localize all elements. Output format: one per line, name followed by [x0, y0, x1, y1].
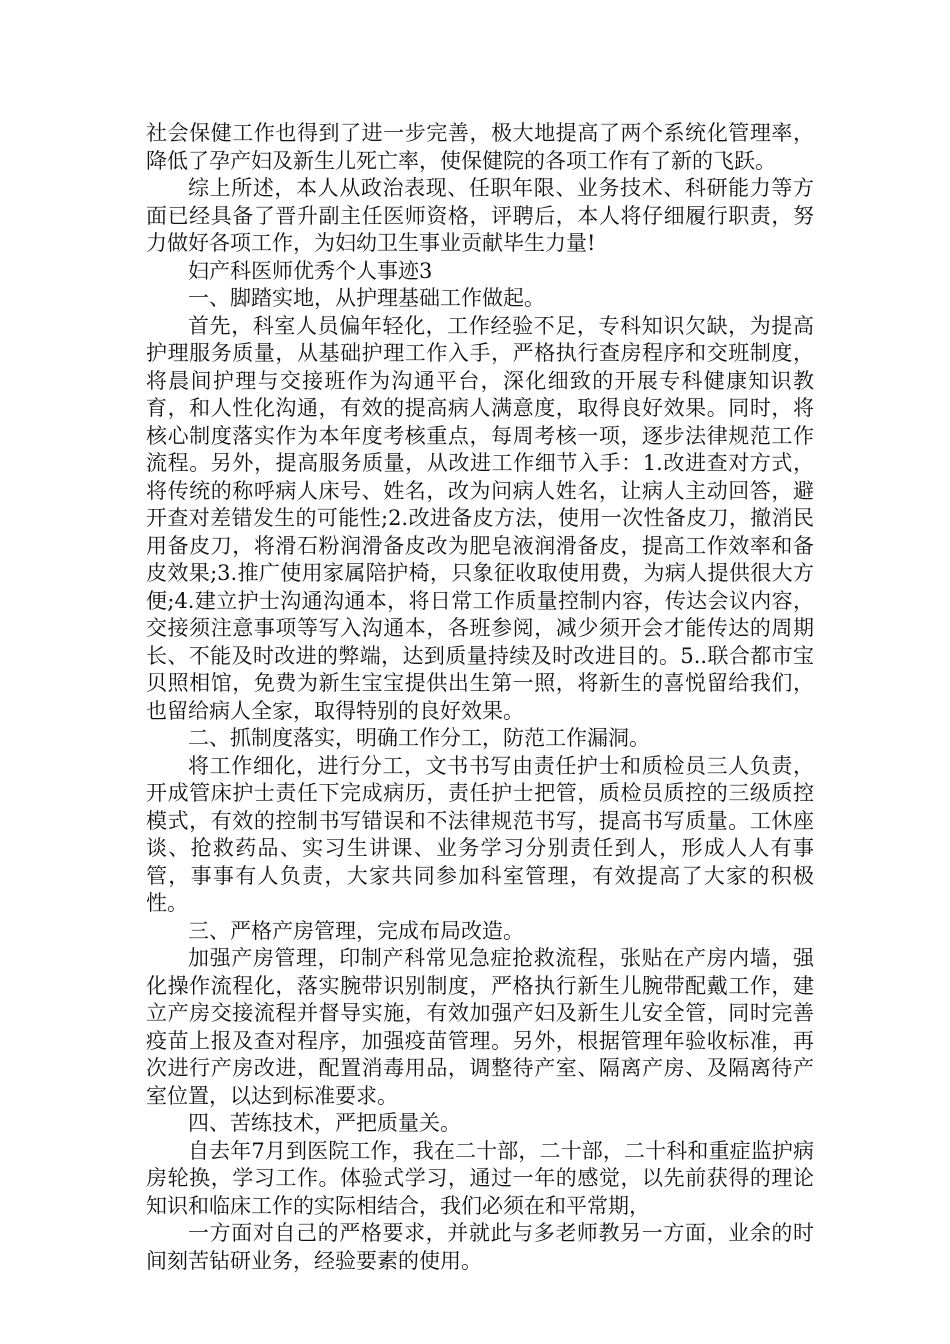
paragraph-body-5: 一方面对自己的严格要求，并就此与多老师教另一方面，业余的时间刻苦钻研业务，经验要素的使用。 — [146, 1221, 814, 1273]
heading-3: 三、严格产房管理，完成布局改造。 — [188, 918, 524, 943]
paragraph-body-2: 将工作细化，进行分工，文书书写由责任护士和质检员三人负责，开成管床护士责任下完成病历，责任护士把管，质检员质控的三级质控模式，有效的控制书写错误和不法律规范书写，提高书写质量。工休座谈、抢救药品、实习生讲课、业务学习分别责任到人，形成人人有事管，事事有人负责，大家共同参加科室管理，有效提高了大家的积极性。 — [146, 753, 814, 915]
heading-2: 二、抓制度落实，明确工作分工，防范工作漏洞。 — [188, 726, 650, 750]
paragraph-body-1: 首先，科室人员偏年轻化，工作经验不足，专科知识欠缺，为提高护理服务质量，从基础护理工作入手，严格执行查房程序和交班制度，将晨间护理与交接班作为沟通平台，深化细致的开展专科健康知识教育，和人性化沟通，有效的提高病人满意度，取得良好效果。同时，将核心制度落实作为本年度考核重点，每周考核一项，逐步法律规范工作流程。另外，提高服务质量，从改进工作细节入手：1.改进查对方式，将传统的称呼病人床号、姓名，改为问病人姓名，让病人主动回答，避开查对差错发生的可能性;2.改进备皮方法，使用一次性备皮刀，撤消民用备皮刀，将滑石粉润滑备皮改为肥皂液润滑备皮，提高工作效率和备皮效果;3.推广使用家属陪护椅，只象征收取使用费，为病人提供很大方便;4.建立护士沟通沟通本，将日常工作质量控制内容，传达会议内容，交接须注意事项等写入沟通本，各班参阅，减少须开会才能传达的周期长、不能及时改进的弊端，达到质量持续及时改进目的。5..联合都市宝贝照相馆，免费为新生宝宝提供出生第一照，将新生的喜悦留给我们，也留给病人全家，取得特别的良好效果。 — [146, 313, 814, 723]
document-body — [146, 120, 814, 1275]
heading-1: 一、脚踏实地，从护理基础工作做起。 — [188, 286, 545, 310]
paragraph-continuation: 社会保健工作也得到了进一步完善，极大地提高了两个系统化管理率，降低了孕产妇及新生儿死亡率，使保健院的各项工作有了新的飞跃。 — [146, 121, 814, 173]
section-title: 妇产科医师优秀个人事迹3 — [188, 258, 433, 283]
paragraph-summary: 综上所述，本人从政治表现、任职年限、业务技术、科研能力等方面已经具备了晋升副主任医师资格，评聘后，本人将仔细履行职责，努力做好各项工作，为妇幼卫生事业贡献毕生力量! — [146, 176, 814, 255]
heading-4: 四、苦练技术，严把质量关。 — [188, 1111, 461, 1135]
paragraph-body-3: 加强产房管理，印制产科常见急症抢救流程，张贴在产房内墙，强化操作流程化，落实腕带识别制度，严格执行新生儿腕带配戴工作，建立产房交接流程并督导实施，有效加强产妇及新生儿安全管，同时完善疫苗上报及查对程序，加强疫苗管理。另外，根据管理年验收标准，再次进行产房改进，配置消毒用品，调整待产室、隔离产房、及隔离待产室位置，以达到标准要求。 — [146, 946, 814, 1108]
paragraph-body-4: 自去年7月到医院工作，我在二十部，二十部，二十科和重症监护病房轮换，学习工作。体验式学习，通过一年的感觉，以先前获得的理论知识和临床工作的实际相结合，我们必须在和平常期， — [146, 1138, 814, 1218]
